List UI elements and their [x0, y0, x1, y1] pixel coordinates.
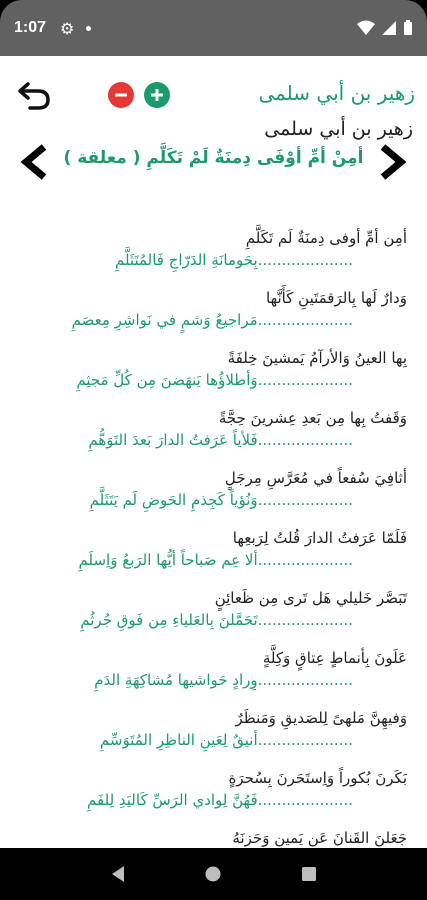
verse-first-half: جَعَلنَ القَنانَ عَن يَمينٍ وَحَزنَهُ	[232, 829, 407, 847]
poem-title: أمِنْ أمِّ أوْفَى دِمنَةٌ لَمْ تَكَلَّمِ ( معلقة )	[63, 148, 364, 168]
next-poem-chevron-icon[interactable]	[375, 144, 409, 180]
verse-second-half: ....................فَلأياً عَرَفتُ الدارَ بَعدَ التَوَهُّمِ	[88, 431, 353, 449]
verse-second-half: ....................مَراجيعُ وَشمٍ في نَواشِرِ مِعصَمِ	[71, 311, 353, 329]
poem-text	[0, 224, 427, 884]
decrease-font-button[interactable]	[108, 82, 134, 108]
wifi-icon	[357, 20, 375, 36]
system-navigation-bar	[0, 848, 427, 900]
verse-second-half: ....................أنيقٌ لِعَينِ الناظِرِ المُتَوَسِّمِ	[99, 731, 353, 749]
verse-second-half: ....................وِرادٍ حَواشيها مُشاكِهَةِ الدَمِ	[94, 671, 353, 689]
verse-first-half: بِها العينُ وَالأرآمُ يَمشينَ خِلفَةً	[227, 349, 407, 367]
battery-icon	[403, 20, 413, 36]
verse-second-half: ....................تَحَمَّلنَ بِالعَلياءِ مِن فَوقِ جُرثُمِ	[80, 611, 353, 629]
system-home-button[interactable]	[198, 859, 228, 889]
verse-first-half: وَفيهِنَّ مَلهىً لِلصَديقِ وَمَنظَرٌ	[235, 709, 407, 727]
verse-first-half: بَكَرنَ بُكوراً وَاِستَحَرنَ بِسُحرَةٍ	[228, 769, 407, 787]
system-back-button[interactable]	[103, 859, 133, 889]
verse-first-half: أمِن أمِّ أوفى دِمنَةٌ لَم تَكَلَّمِ	[245, 229, 407, 247]
app-title: زهير بن أبي سلمى	[258, 81, 415, 105]
notification-dot-icon	[86, 26, 91, 31]
back-arrow-icon[interactable]	[16, 74, 56, 114]
verse-second-half: ....................فَهُنَّ لِوادي الرَسِّ كَاليَدِ لِلفَمِ	[87, 791, 353, 809]
home-circle-icon	[204, 865, 222, 883]
plus-icon	[150, 88, 164, 102]
verse-first-half: وَدارٌ لَها بِالرَقمَتَينِ كَأَنَّها	[266, 289, 407, 307]
poem-navigation	[0, 144, 427, 180]
system-recents-button[interactable]	[294, 859, 324, 889]
recents-square-icon	[301, 866, 317, 882]
verse-second-half: ....................ألا عِم صَباحاً أيُّها الرَبعُ وَاِسلَمِ	[78, 551, 353, 569]
verse-first-half: فَلَمّا عَرَفتُ الدارَ قُلتُ لِرَبعِها	[232, 529, 407, 547]
verse-second-half: ....................وَأطلاؤُها يَنهَضنَ مِن كُلِّ مَجثِمِ	[76, 371, 353, 389]
settings-gear-icon: ⚙	[60, 18, 75, 38]
minus-icon	[114, 88, 128, 102]
poem-screen	[0, 56, 427, 848]
verse-first-half: أثافِيَ سُفعاً في مُعَرَّسِ مِرجَلٍ	[224, 469, 407, 487]
signal-icon	[381, 20, 397, 36]
verse-first-half: تَبَصَّر خَليلي هَل تَرى مِن ظَعائِنٍ	[214, 589, 407, 607]
verse-first-half: وَقَفتُ بِها مِن بَعدِ عِشرينَ حِجَّةً	[218, 409, 407, 427]
previous-poem-chevron-icon[interactable]	[18, 144, 52, 180]
verse-first-half: عَلَونَ بِأنماطٍ عِتاقٍ وَكِلَّةٍ	[262, 649, 407, 667]
status-bar	[0, 0, 427, 56]
toolbar	[0, 56, 427, 106]
status-time: 1:07	[14, 19, 47, 36]
increase-font-button[interactable]	[144, 82, 170, 108]
back-triangle-icon	[110, 865, 126, 883]
verse-second-half: ....................وَنُؤياً كَجِذمِ الحَوضِ لَم يَتَثَلَّمِ	[89, 491, 353, 509]
verse-second-half: ....................بِحَومانَةِ الدَرّاجِ فَالمُتَثَلَّمِ	[114, 251, 353, 269]
poet-name: زهير بن أبي سلمى	[264, 118, 413, 140]
